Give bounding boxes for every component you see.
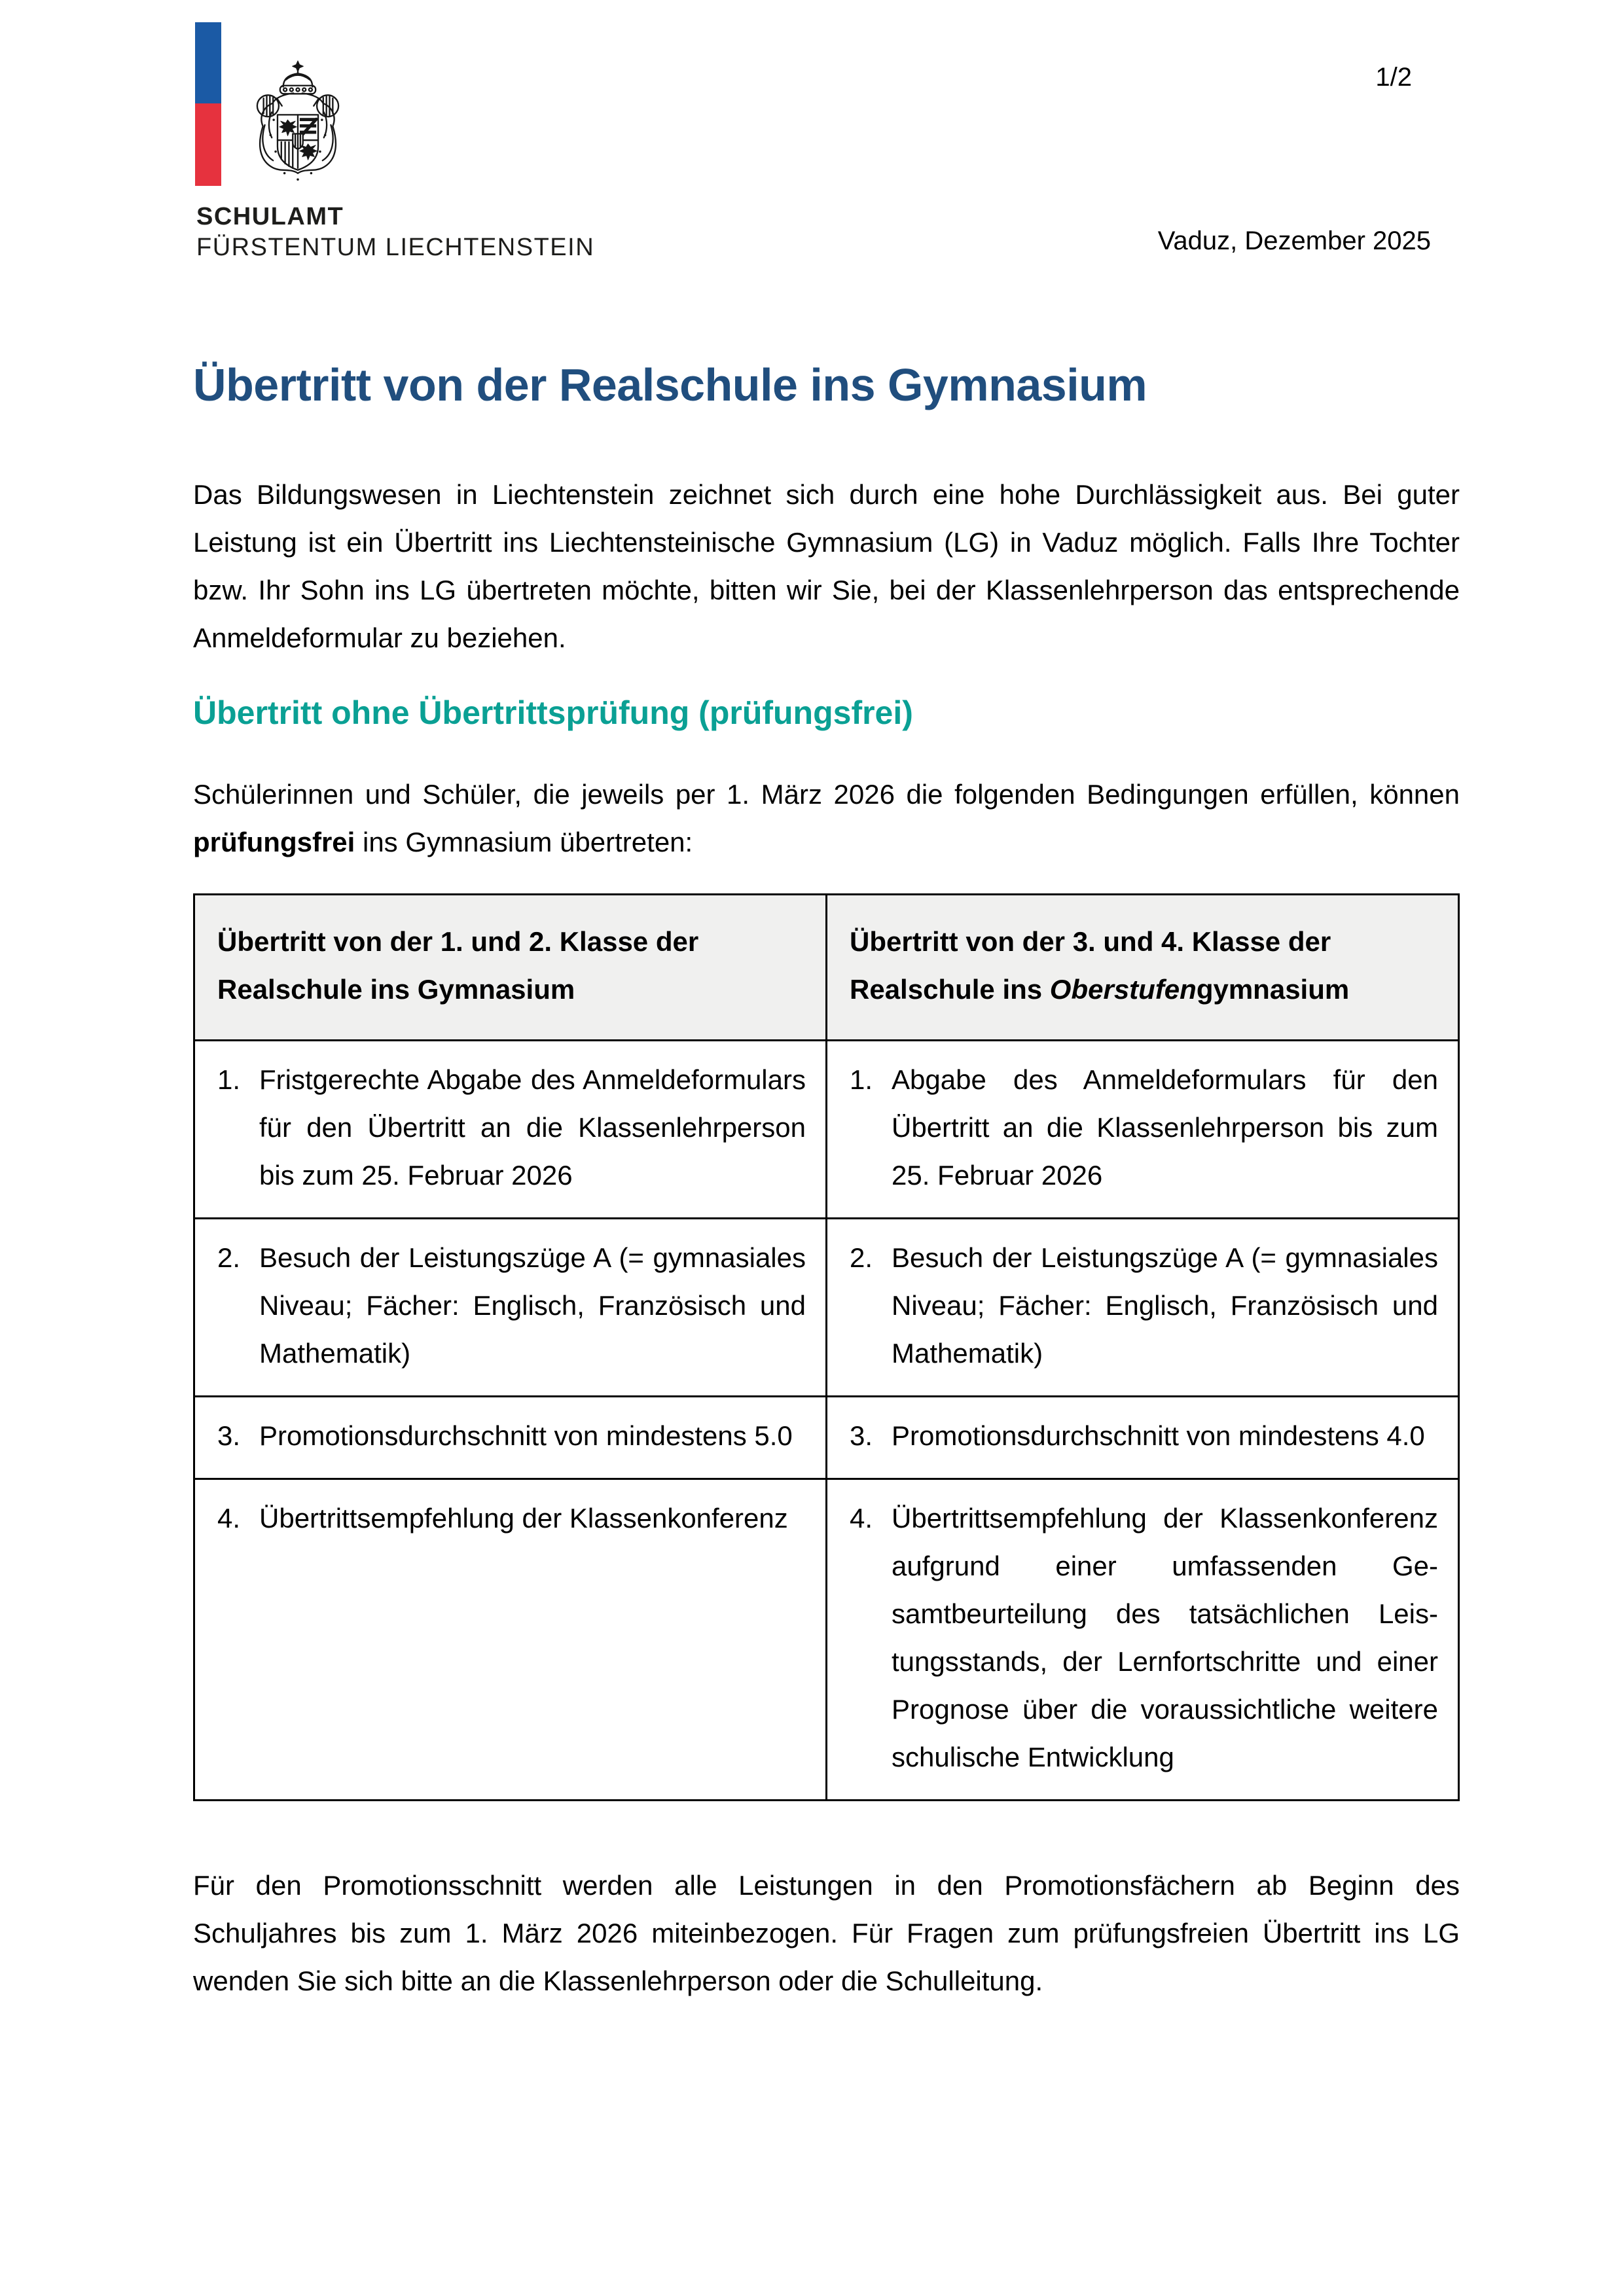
table-cell-left bbox=[194, 1219, 827, 1397]
list-text: Besuch der Leistungszüge A (= gymnasiales Niveau; Fächer: Englisch, Französisch und Mathematik) bbox=[892, 1242, 1438, 1369]
table-row bbox=[194, 1397, 1459, 1479]
table-cell-left bbox=[194, 1479, 827, 1801]
list-text: Promotionsdurchschnitt von mindestens 4.0 bbox=[892, 1420, 1425, 1451]
list-text: Übertrittsempfehlung der Klassenkonferenz bbox=[259, 1503, 788, 1534]
document-title: Übertritt von der Realschule ins Gymnasium bbox=[193, 359, 1147, 410]
table-row bbox=[194, 1219, 1459, 1397]
table-header-row bbox=[194, 895, 1459, 1041]
section-heading: Übertritt ohne Übertrittsprüfung (prüfungsfrei) bbox=[193, 694, 913, 731]
table-cell-right bbox=[827, 1219, 1459, 1397]
table-row bbox=[194, 1041, 1459, 1219]
section-lead-paragraph: Schülerinnen und Schüler, die jeweils per 1. März 2026 die folgenden Bedingungen erfüllen, können prüfungsfrei ins Gymnasium übertreten: bbox=[193, 779, 1460, 857]
outro-paragraph: Für den Promotionsschnitt werden alle Leistungen in den Promotionsfächern ab Beginn des Schuljahres bis zum 1. März 2026 miteinbezogen. Für Fragen zum prüfungsfreien Übertritt ins LG wenden Sie sich bitte an die Klassenlehrperson oder die Schulleitung. bbox=[193, 1870, 1460, 1996]
list-number: 2. bbox=[217, 1242, 241, 1273]
list-number: 3. bbox=[850, 1420, 873, 1451]
list-number: 1. bbox=[850, 1064, 873, 1095]
date-line: Vaduz, Dezember 2025 bbox=[1157, 226, 1431, 255]
table-cell-right bbox=[827, 1397, 1459, 1479]
document-body bbox=[193, 0, 1460, 2005]
list-text: Fristgerechte Abgabe des Anmeldeformulars für den Übertritt an die Klassenlehrperson bis zum 25. Februar 2026 bbox=[259, 1064, 806, 1191]
list-text: Besuch der Leistungszüge A (= gymnasiales Niveau; Fächer: Englisch, Französisch und Mathematik) bbox=[259, 1242, 806, 1369]
table-row bbox=[194, 1479, 1459, 1801]
list-number: 4. bbox=[850, 1503, 873, 1534]
agency-name: SCHULAMT bbox=[196, 203, 344, 230]
list-text: Übertrittsempfehlung der Klassenkonferenz aufgrund einer umfassenden Gesamtbeurteilung des tatsächlichen Leistungsstands, der Lernfortschritte und einer Prognose über die voraussichtliche weitere schulische Entwicklung bbox=[892, 1503, 1438, 1772]
table-cell-left bbox=[194, 1397, 827, 1479]
requirements-table bbox=[193, 893, 1460, 1801]
table-header-left: Übertritt von der 1. und 2. Klasse der Realschule ins Gymnasium bbox=[194, 895, 827, 1041]
list-number: 4. bbox=[217, 1503, 241, 1534]
list-text: Promotionsdurchschnitt von mindestens 5.0 bbox=[259, 1420, 793, 1451]
list-number: 1. bbox=[217, 1064, 241, 1095]
page-number: 1/2 bbox=[1375, 63, 1412, 92]
table-cell-left bbox=[194, 1041, 827, 1219]
table-cell-right bbox=[827, 1479, 1459, 1801]
table-header-right: Übertritt von der 3. und 4. Klasse der Realschule ins Oberstufengymnasium bbox=[827, 895, 1459, 1041]
list-number: 3. bbox=[217, 1420, 241, 1451]
agency-country: FÜRSTENTUM LIECHTENSTEIN bbox=[196, 234, 595, 261]
list-number: 2. bbox=[850, 1242, 873, 1273]
list-text: Abgabe des Anmeldeformulars für den Übertritt an die Klassenlehrperson bis zum 25. Februar 2026 bbox=[892, 1064, 1438, 1191]
intro-paragraph: Das Bildungswesen in Liechtenstein zeichnet sich durch eine hohe Durchlässigkeit aus. Bei guter Leistung ist ein Übertritt ins Liechtensteinische Gymnasium (LG) in Vaduz möglich. Falls Ihre Tochter bzw. Ihr Sohn ins LG übertreten möchte, bitten wir Sie, bei der Klassenlehrperson das entsprechende Anmeldeformular zu beziehen. bbox=[193, 479, 1460, 653]
table-cell-right bbox=[827, 1041, 1459, 1219]
